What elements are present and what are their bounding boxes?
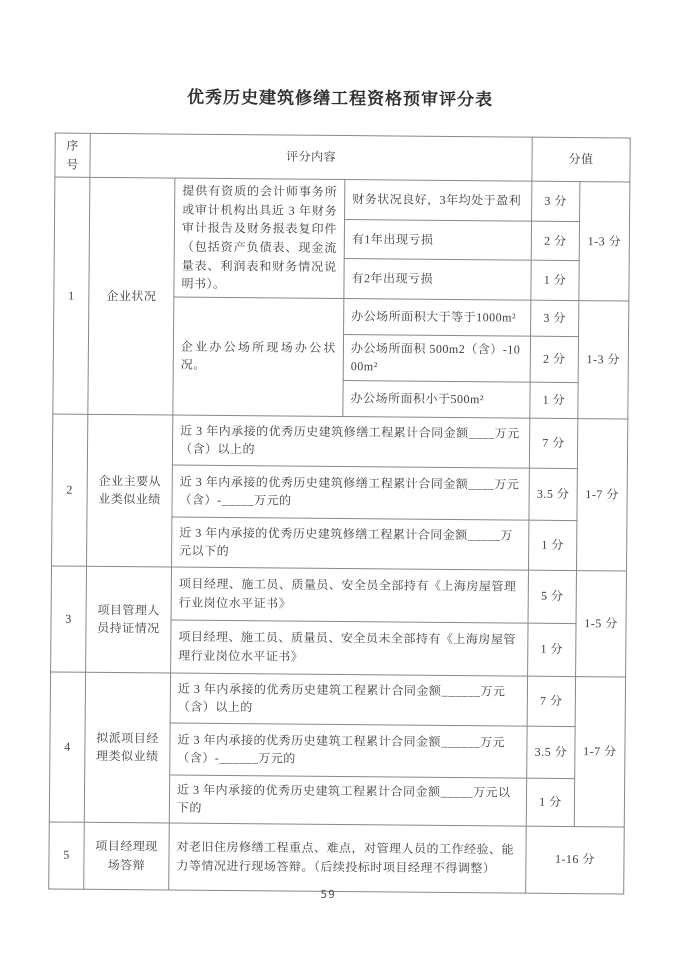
- score-cell: 3.5 分: [529, 468, 577, 520]
- table-row: [52, 414, 627, 469]
- score-cell: 1 分: [530, 382, 578, 418]
- category-cell: 企业状况: [88, 178, 175, 415]
- row-no-cell: 4: [49, 672, 85, 822]
- condition-cell: 办公场所面积小于500m²: [343, 380, 530, 418]
- condition-cell: 项目经理、施工员、质量员、安全员未全部持有《上海房屋管理行业岗位水平证书》: [171, 620, 528, 676]
- category-cell: 拟派项目经理类似业绩: [84, 672, 170, 823]
- score-cell: 3 分: [532, 181, 580, 221]
- header-no: 序号: [55, 133, 90, 177]
- score-range-cell: 1-5 分: [576, 570, 627, 676]
- category-cell: 企业主要从业类似业绩: [87, 414, 173, 567]
- score-range-cell: 1-7 分: [574, 676, 625, 826]
- condition-cell: 近 3 年内承接的优秀历史建筑工程累计合同金额_____万元以下的: [169, 775, 526, 826]
- header-score: 分值: [532, 137, 630, 182]
- criteria-desc-cell: 提供有资质的会计师事务所或审计机构出具近 3 年财务审计报告及财务报表复印件（包括资产负债表、现金流量表、利润表和财务情况说明书）。: [174, 178, 345, 298]
- table-body: [49, 177, 630, 894]
- score-cell: 1 分: [526, 778, 574, 826]
- category-cell: 项目管理人员持证情况: [86, 566, 172, 673]
- row-no-cell: 1: [53, 177, 90, 414]
- table-row: [50, 672, 625, 727]
- score-cell: 7 分: [527, 676, 575, 726]
- score-cell: 2 分: [530, 336, 578, 382]
- header-row: [55, 133, 630, 182]
- score-range-cell: 1-3 分: [578, 300, 629, 418]
- criteria-desc-cell: 企业办公场所现场办公状况。: [173, 297, 344, 416]
- table-row: [55, 177, 630, 222]
- header-content: 评分内容: [90, 133, 532, 181]
- category-cell: 项目经理现场答辩: [84, 822, 170, 890]
- table-row: [51, 566, 626, 624]
- score-cell: 3 分: [531, 300, 579, 336]
- score-cell: 2 分: [531, 221, 579, 260]
- table-row: [49, 822, 625, 894]
- condition-cell: 办公场所面积大于等于1000m²: [344, 298, 531, 336]
- score-cell: 5 分: [528, 570, 576, 623]
- score-range-cell: 1-16 分: [526, 826, 625, 894]
- table-header: [55, 133, 630, 182]
- condition-cell: 财务状况良好，3年均处于盈利: [345, 180, 532, 222]
- score-cell: 1 分: [528, 623, 576, 676]
- score-cell: 3.5 分: [527, 726, 575, 778]
- scoring-table: [48, 133, 631, 895]
- condition-cell: 对老旧住房修缮工程重点、难点，对管理人员的工作经验、能力等情况进行现场答辩。（后续投标时项目经理不得调整）: [169, 823, 527, 893]
- condition-cell: 办公场所面积 500m2（含）-1000m²: [343, 334, 530, 382]
- row-no-cell: 2: [52, 414, 88, 566]
- row-no-cell: 5: [49, 822, 85, 889]
- condition-cell: 有1年出现亏损: [344, 220, 531, 260]
- condition-cell: 有2年出现亏损: [344, 258, 531, 300]
- score-cell: 7 分: [529, 418, 577, 468]
- score-cell: 1 分: [531, 260, 579, 300]
- page-number: 59: [320, 887, 336, 901]
- condition-cell: 近 3 年内承接的优秀历史建筑工程累计合同金额______万元（含）-______万元的: [170, 723, 527, 778]
- condition-cell: 项目经理、施工员、质量员、安全员全部持有《上海房屋管理行业岗位水平证书》: [171, 567, 528, 623]
- score-range-cell: 1-3 分: [579, 182, 630, 301]
- condition-cell: 近 3 年内承接的优秀历史建筑修缮工程累计合同金额____万元（含）-_____万元的: [172, 465, 529, 520]
- condition-cell: 近 3 年内承接的优秀历史建筑修缮工程累计合同金额_____万元以下的: [172, 517, 529, 570]
- score-range-cell: 1-7 分: [576, 418, 627, 570]
- condition-cell: 近 3 年内承接的优秀历史建筑工程累计合同金额______万元（含）以上的: [170, 673, 527, 726]
- score-cell: 1 分: [528, 520, 576, 570]
- document-title: 优秀历史建筑修缮工程资格预审评分表: [187, 87, 494, 110]
- condition-cell: 近 3 年内承接的优秀历史建筑修缮工程累计合同金额____万元（含）以上的: [172, 415, 529, 468]
- row-no-cell: 3: [51, 566, 87, 672]
